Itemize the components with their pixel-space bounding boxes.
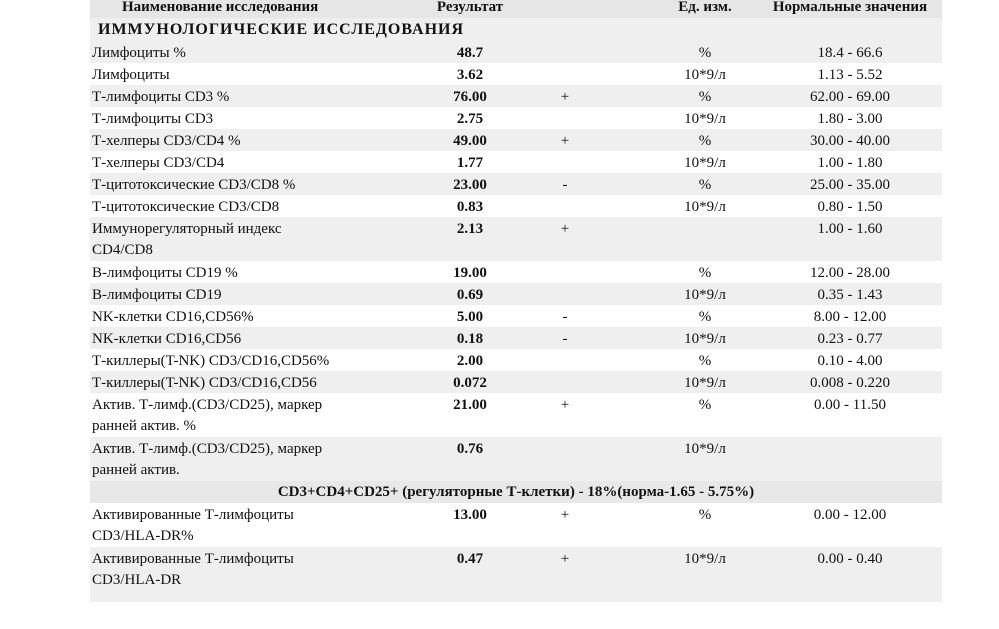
test-name: Т-цитотоксические CD3/CD8 — [92, 199, 280, 215]
test-result: 0.18 — [456, 331, 484, 347]
test-unit: % — [698, 265, 712, 281]
test-flag: - — [562, 331, 568, 347]
table-row — [90, 63, 942, 85]
test-name: Т-хелперы CD3/CD4 — [92, 155, 225, 171]
regulatory-cells-banner — [90, 481, 942, 503]
test-norm: 1.00 - 1.80 — [817, 155, 883, 171]
table-row — [90, 437, 942, 481]
test-result: 23.00 — [453, 177, 487, 193]
test-unit: % — [698, 397, 712, 413]
test-result: 0.47 — [456, 551, 484, 567]
test-name: Т-лимфоциты CD3 — [92, 111, 214, 127]
table-row — [90, 173, 942, 195]
test-unit: 10*9/л — [684, 199, 726, 215]
test-result: 3.62 — [456, 67, 484, 83]
test-result: 19.00 — [453, 265, 487, 281]
test-name: Активированные Т-лимфоциты CD3/HLA-DR% — [92, 507, 294, 544]
test-name: Т-лимфоциты CD3 % — [92, 89, 230, 105]
test-result: 1.77 — [456, 155, 484, 171]
table-row — [90, 107, 942, 129]
table-row — [90, 85, 942, 107]
test-unit: 10*9/л — [684, 287, 726, 303]
test-name: Актив. Т-лимф.(CD3/CD25), маркер ранней актив. — [92, 441, 323, 478]
test-flag: + — [560, 507, 570, 523]
test-result: 76.00 — [453, 89, 487, 105]
test-norm: 0.35 - 1.43 — [817, 287, 883, 303]
test-unit: % — [698, 353, 712, 369]
test-result: 21.00 — [453, 397, 487, 413]
table-row — [90, 547, 942, 591]
test-norm: 0.00 - 12.00 — [813, 507, 887, 523]
test-name: Лимфоциты — [92, 67, 170, 83]
test-norm: 0.10 - 4.00 — [817, 353, 883, 369]
test-name: Т-цитотоксические CD3/CD8 % — [92, 177, 296, 193]
test-name: Т-хелперы CD3/CD4 % — [92, 133, 241, 149]
test-name: NK-клетки CD16,CD56% — [92, 309, 254, 325]
test-result: 48.7 — [456, 45, 484, 61]
test-result: 5.00 — [456, 309, 484, 325]
table-row — [90, 327, 942, 349]
table-row — [90, 195, 942, 217]
table-row — [90, 217, 942, 261]
banner-text: CD3+CD4+CD25+ (регуляторные Т-клетки) - 18%(норма-1.65 - 5.75%) — [277, 484, 755, 500]
test-flag: + — [560, 89, 570, 105]
test-norm: 0.00 - 11.50 — [814, 397, 886, 413]
test-norm: 1.80 - 3.00 — [817, 111, 883, 127]
test-flag: + — [560, 397, 570, 413]
test-unit: 10*9/л — [684, 155, 726, 171]
table-bottom-band — [90, 591, 942, 602]
test-flag: - — [562, 177, 568, 193]
test-unit: % — [698, 177, 712, 193]
table-header — [90, 0, 942, 18]
test-result: 2.75 — [456, 111, 484, 127]
table-row — [90, 261, 942, 283]
table-row — [90, 41, 942, 63]
test-unit: 10*9/л — [684, 67, 726, 83]
header-result: Результат — [436, 0, 504, 15]
test-name: Иммунорегуляторный индекс CD4/CD8 — [92, 221, 282, 258]
lab-results-table — [90, 0, 942, 602]
test-unit: % — [698, 309, 712, 325]
test-result: 49.00 — [453, 133, 487, 149]
table-row — [90, 305, 942, 327]
header-norm: Нормальные значения — [772, 0, 928, 15]
test-norm: 18.4 - 66.6 — [817, 45, 883, 61]
test-unit: % — [698, 45, 712, 61]
test-result: 0.83 — [456, 199, 484, 215]
test-name: Актив. Т-лимф.(CD3/CD25), маркер ранней актив. % — [92, 397, 323, 434]
test-unit: % — [698, 89, 712, 105]
test-unit: % — [698, 507, 712, 523]
test-unit: 10*9/л — [684, 111, 726, 127]
test-norm: 25.00 - 35.00 — [810, 177, 890, 193]
test-norm: 0.008 - 0.220 — [810, 375, 890, 391]
test-result: 2.00 — [456, 353, 484, 369]
table-row — [90, 349, 942, 371]
test-flag: + — [560, 133, 570, 149]
test-norm: 0.23 - 0.77 — [817, 331, 883, 347]
section-title-row — [90, 18, 942, 41]
test-unit: 10*9/л — [684, 441, 726, 457]
test-name: Т-киллеры(T-NK) CD3/CD16,CD56% — [92, 353, 330, 369]
test-flag: - — [562, 309, 568, 325]
header-name: Наименование исследования — [122, 0, 319, 15]
test-norm: 0.00 - 0.40 — [817, 551, 883, 567]
test-norm: 1.13 - 5.52 — [817, 67, 883, 83]
test-unit: 10*9/л — [684, 375, 726, 391]
test-norm: 8.00 - 12.00 — [813, 309, 887, 325]
table-row — [90, 503, 942, 547]
test-result: 0.76 — [456, 441, 484, 457]
test-unit: % — [698, 133, 712, 149]
table-row — [90, 151, 942, 173]
test-name: Активированные Т-лимфоциты CD3/HLA-DR — [92, 551, 294, 588]
test-flag: + — [560, 551, 570, 567]
test-norm: 62.00 - 69.00 — [810, 89, 890, 105]
test-norm: 0.80 - 1.50 — [817, 199, 883, 215]
test-flag: + — [560, 221, 570, 237]
test-result: 0.072 — [453, 375, 487, 391]
test-norm: 12.00 - 28.00 — [810, 265, 890, 281]
test-unit: 10*9/л — [684, 331, 726, 347]
test-name: Лимфоциты % — [92, 45, 186, 61]
test-name: B-лимфоциты CD19 — [92, 287, 222, 303]
table-row — [90, 393, 942, 437]
table-row — [90, 371, 942, 393]
test-result: 2.13 — [456, 221, 484, 237]
test-name: NK-клетки CD16,CD56 — [92, 331, 242, 347]
test-norm: 30.00 - 40.00 — [810, 133, 890, 149]
test-name: B-лимфоциты CD19 % — [92, 265, 238, 281]
table-row — [90, 129, 942, 151]
test-result: 0.69 — [456, 287, 484, 303]
section-title: ИММУНОЛОГИЧЕСКИЕ ИССЛЕДОВАНИЯ — [98, 21, 465, 38]
test-unit: 10*9/л — [684, 551, 726, 567]
table-row — [90, 283, 942, 305]
header-unit: Ед. изм. — [678, 0, 732, 15]
test-name: Т-киллеры(T-NK) CD3/CD16,CD56 — [92, 375, 317, 391]
test-norm: 1.00 - 1.60 — [817, 221, 883, 237]
test-result: 13.00 — [453, 507, 487, 523]
